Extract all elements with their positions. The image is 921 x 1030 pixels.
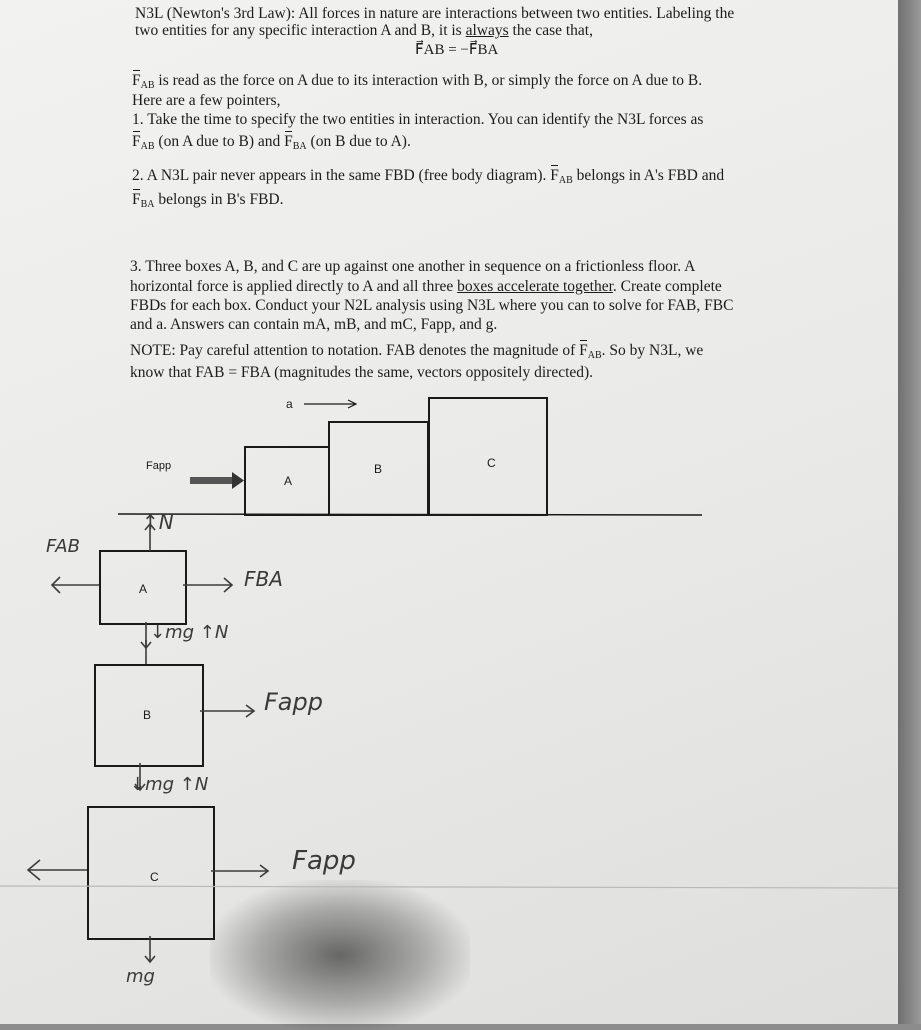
fapp-label: Fapp (146, 460, 172, 472)
n3l-point1-line1: 1. Take the time to specify the two entities in interaction. You can identify the N3L forces as (132, 111, 704, 128)
hand-fapp-b: Fapp (264, 688, 323, 716)
hand-mg-c: mg (126, 966, 155, 987)
paper-line (0, 886, 898, 888)
hand-mg-n-a: ↓mg ↑N (150, 622, 229, 643)
n3l-pointers: Here are a few pointers, (132, 92, 281, 109)
hand-n-top: ↑N (142, 510, 174, 534)
c-weight-arrow (145, 936, 155, 962)
q3-note-line1: NOTE: Pay careful attention to notation. FAB denotes the magnitude of $F_{AB}$. So by N3L, we (130, 342, 704, 361)
n3l-title-line1: N3L (Newton's 3rd Law): All forces in nature are interactions between two entities. Labeling the (135, 5, 735, 22)
c-left-arrow (28, 860, 87, 880)
fab-arrow (52, 577, 99, 593)
fbd-box-c-label: C (150, 870, 159, 884)
q3-note-line2: know that FAB = FBA (magnitudes the same, vectors oppositely directed). (130, 364, 594, 381)
q3-line3: FBDs for each box. Conduct your N2L analysis using N3L where you can to solve for FAB, FBC (130, 297, 734, 314)
n3l-point1-line2: $F_{AB}$ (on A due to B) and $F_{BA}$ (on B due to A). (132, 133, 411, 152)
q3-line1: 3. Three boxes A, B, and C are up against one another in sequence on a frictionless floor. A (130, 258, 696, 275)
fbd-box-b-label: B (143, 708, 152, 722)
n3l-point2-line2: $F_{BA}$ belongs in B's FBD. (132, 191, 284, 210)
accel-label: a (286, 397, 293, 411)
box-b-label: B (374, 462, 383, 476)
box-a-label: A (284, 474, 293, 488)
floor-line (118, 514, 702, 515)
fapp-c-arrow (211, 865, 268, 877)
hand-fba: FBA (244, 567, 283, 591)
hand-mg-n-b: ↓mg ↑N (130, 774, 209, 795)
hand-fapp-c: Fapp (292, 846, 356, 876)
q3-line2: horizontal force is applied directly to A and all three boxes accelerate together. Create complete (130, 278, 722, 295)
fapp-arrow (190, 477, 234, 484)
hand-fab: FAB (46, 536, 80, 557)
q3-line4: and a. Answers can contain mA, mB, and mC, Fapp, and g. (130, 316, 498, 333)
n3l-title-line2: two entities for any specific interaction A and B, it is always the case that, (135, 22, 593, 39)
n3l-equation: F⃗AB = −F⃗BA (415, 42, 499, 58)
fapp-b-arrow (200, 705, 254, 717)
fba-arrow (183, 578, 232, 592)
box-c-label: C (487, 456, 496, 470)
n3l-read-line: $F_{AB}$ is read as the force on A due to its interaction with B, or simply the force on A due to B. (132, 72, 703, 91)
n3l-point2-line1: 2. A N3L pair never appears in the same FBD (free body diagram). $F_{AB}$ belongs in A's FBD and (132, 167, 725, 186)
fbd-box-a-label: A (139, 582, 148, 596)
